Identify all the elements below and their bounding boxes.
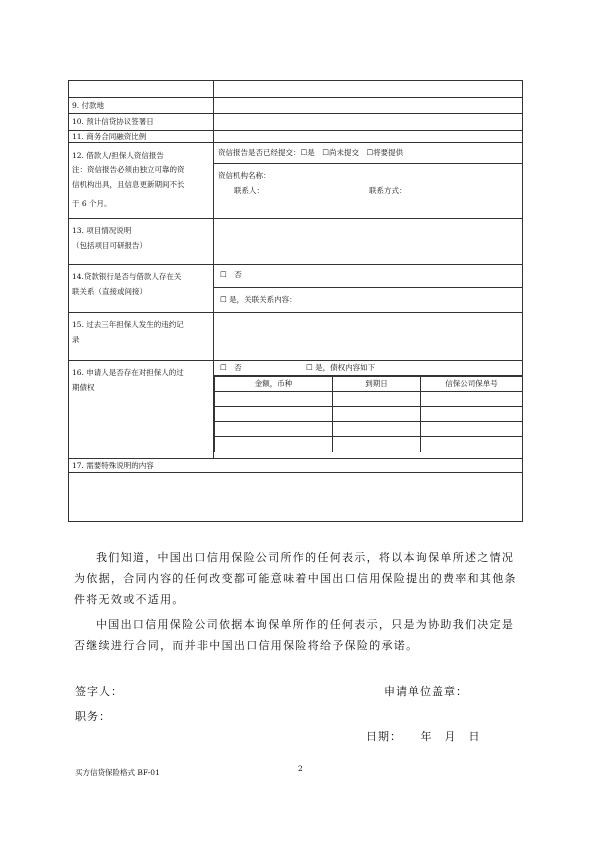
contact-method-label[interactable]: 联系方式： (369, 186, 407, 195)
related-party-option-no[interactable]: ☐ 否 (214, 265, 522, 288)
credit-report-label (69, 143, 214, 219)
credit-report-label-line3: 信机构出具，且信息更新期间不长 (72, 180, 185, 189)
cell-due-date[interactable] (333, 407, 421, 422)
form-row-9 (69, 98, 523, 114)
credit-agency-name[interactable]: 资信机构名称： (218, 171, 271, 180)
default-record-label-line1: 15. 过去三年担保人发生的违约记 (72, 320, 184, 329)
cell-due-date[interactable] (333, 422, 421, 437)
related-party-value (214, 265, 523, 313)
payment-place-value[interactable] (214, 98, 523, 114)
cell-blank-label (69, 81, 214, 98)
inquiry-form-table (68, 80, 523, 522)
project-description-label (69, 219, 214, 265)
col-amount-currency: 金额，币种 (215, 377, 333, 392)
job-title-label: 职务： (75, 710, 111, 723)
cell-amount[interactable] (215, 392, 333, 407)
overdue-claims-label (69, 361, 214, 459)
related-party-label (69, 265, 214, 313)
cell-policy-number[interactable] (421, 422, 523, 437)
credit-agency-contacts (214, 182, 522, 200)
form-row-13 (69, 219, 523, 265)
col-due-date: 到期日 (333, 377, 421, 392)
credit-report-submitted-question[interactable]: 资信报告是否已经提交：☐是 ☐尚未提交 ☐将要提供 (214, 143, 522, 164)
cell-amount[interactable] (215, 407, 333, 422)
form-row-17-header (69, 459, 523, 473)
credit-report-label-line1: 12. 借款人/担保人资信报告 (72, 151, 164, 160)
project-description-label-line1: 13. 项目情况说明 (72, 226, 132, 235)
form-row-11 (69, 131, 523, 143)
special-notes-label: 17. 需要特殊说明的内容 (69, 459, 523, 473)
form-row-15 (69, 313, 523, 361)
cell-policy-number[interactable] (421, 407, 523, 422)
financing-ratio-value[interactable] (214, 131, 523, 143)
financing-ratio-label: 11. 商务合同融资比例 (69, 131, 214, 143)
cell-amount[interactable] (215, 437, 333, 452)
date-label: 日期： 年 月 日 (366, 730, 481, 743)
table-row (215, 422, 523, 437)
overdue-claims-label-line1: 16. 申请人是否存在对担保人的过 (72, 368, 184, 377)
related-party-option-yes[interactable]: ☐ 是，关联关系内容： (220, 295, 297, 304)
page-number: 2 (298, 764, 303, 773)
table-row (215, 392, 523, 407)
agreement-date-value[interactable] (214, 114, 523, 131)
default-record-label (69, 313, 214, 361)
overdue-claims-label-line2: 期债权 (72, 383, 95, 392)
overdue-claims-option-no[interactable]: ☐ 否 (220, 363, 242, 372)
special-notes-value[interactable] (69, 473, 523, 522)
credit-report-label-line4: 于 6 个月。 (72, 199, 112, 208)
form-row-10 (69, 114, 523, 131)
overdue-claims-value (214, 361, 523, 459)
related-party-label-line1: 14.贷款银行是否与借款人存在关 (72, 272, 182, 281)
project-description-label-line2: （包括项目可研报告） (72, 241, 147, 250)
cell-due-date[interactable] (333, 392, 421, 407)
form-row-12 (69, 143, 523, 219)
default-record-label-line2: 录 (72, 335, 80, 344)
credit-report-label-line2: 注：资信报告必须由独立可靠的资 (72, 165, 185, 174)
cell-policy-number[interactable] (421, 392, 523, 407)
related-party-label-line2: 联关系（直接或间接） (72, 287, 147, 296)
overdue-claims-option-yes[interactable]: ☐ 是，债权内容如下 (306, 363, 376, 372)
cell-blank-value[interactable] (214, 81, 523, 98)
payment-place-label: 9. 付款地 (69, 98, 214, 114)
form-row-16 (69, 361, 523, 459)
contact-person-label[interactable]: 联系人： (234, 186, 264, 195)
cell-amount[interactable] (215, 422, 333, 437)
signer-label: 签字人： (75, 685, 123, 698)
overdue-claims-header-row (215, 377, 523, 392)
credit-report-value (214, 143, 523, 219)
table-row (215, 407, 523, 422)
table-row (215, 437, 523, 452)
project-description-value[interactable] (214, 219, 523, 265)
cell-policy-number[interactable] (421, 437, 523, 452)
document-code: 买方信贷保险格式 BF-01 (75, 768, 160, 777)
col-policy-number: 信保公司保单号 (421, 377, 523, 392)
overdue-claims-table (214, 376, 522, 452)
default-record-value[interactable] (214, 313, 523, 361)
acknowledgement-paragraph-2: 中国出口信用保险公司依据本询保单所作的任何表示，只是为协助我们决定是否继续进行合同，而并非中国出口信用保险将给予保险的承诺。 (74, 618, 515, 652)
overdue-claims-options (214, 361, 522, 376)
agreement-date-label: 10. 预计信贷协议签署日 (69, 114, 214, 131)
acknowledgement-paragraph-1: 我们知道，中国出口信用保险公司所作的任何表示，将以本询保单所述之情况为依据，合同内容的任何改变都可能意味着中国出口信用保险提出的费率和其他条件将无效或不适用。 (74, 551, 517, 606)
form-row-17-body (69, 473, 523, 522)
applicant-seal-label: 申请单位盖章： (384, 685, 468, 698)
cell-due-date[interactable] (333, 437, 421, 452)
form-row-blank-top (69, 81, 523, 98)
form-row-14 (69, 265, 523, 313)
